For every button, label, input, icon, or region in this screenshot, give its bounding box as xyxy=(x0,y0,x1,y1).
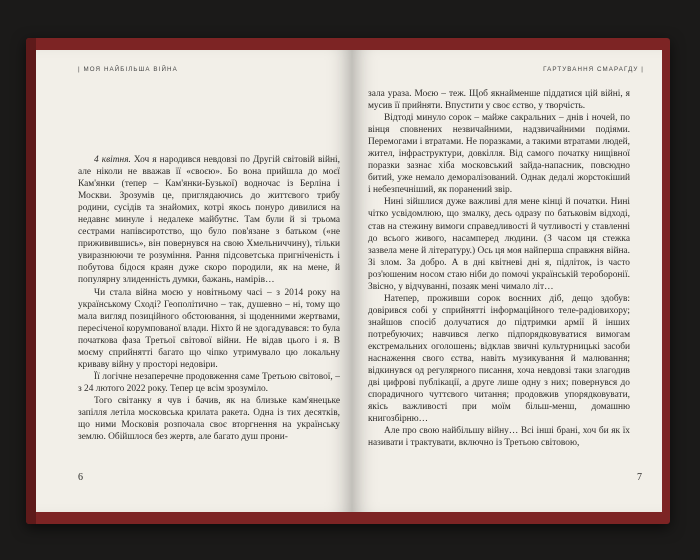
left-page xyxy=(36,50,352,512)
paragraph: Але про свою найбільшу війну… Всі інші брані, хоч би як їх називати і трактувати, включно із Третьою світовою, xyxy=(368,426,630,449)
paragraph: Чи стала війна моєю у новітньому часі – з 2014 року на українському Сході? Геополітично – так, душевно – ні, тому що мала вигляд позиційного обстоювання, зі щоденними жертвами, пересіченої корумпованої влади. Ніхто й не здогадувався: то була початкова фаза Третьої світової війни. Не відав цього і я. В моєму сприйнятті багато що чіпко утримувало цю локальну криваву війну у просторі недовіри. xyxy=(78,287,340,370)
paragraph: зала уразa. Моєю – теж. Щоб якнайменше піддатися цій війні, я мусив її прийняти. Впустити у своє єство, у творчість. xyxy=(368,89,630,112)
paragraph-text: Хоч я народився невдовзі по Другій світовій війні, але ніколи не вважав її «своєю». Бо вона прийшла до моєї Кам'янки (тепер – Кам'янки-Бузької) водночас із Берліна і Москви. Зрозумів це, приглядаючись до життєвого трибу родини, сусідів та знайомих, котрі якось понуро дивилися на недавнє минуле і недалеке майбутнє. Там були й зі трьома сестрами напівсиротство, що було пов'язане з батьком («не приживившись», він повернувся на свою Хмельниччину), тільки увиразнюючи те розуміння. Рання підсоветська пригніченість і побутова бідося краян дуже скоро породили, як на мене, й популярну злиденність думки, бажань, намірів… xyxy=(78,155,340,286)
paragraph: Того світанку я чув і бачив, як на близьке кам'янецьке запілля летіла московська крилата ракета. Одна із тих десятків, що ними Московія розпочала своє вторгнення на українську землю. Обійшлося без жертв, але багато душ прони- xyxy=(78,395,340,443)
paragraph: Нині зійшлися дуже важливі для мене кінці й початки. Нині чітко усвідомлюю, що змалку, десь одразу по батьковім відході, став на стежину вимоги справедливості й чутливості у ставленні до всього живого, насамперед людини. (З часом ця стежка зазвела мене й літературу.) Ось ця моя найперша справжня війна. Зі злом. За добро. А в дні квітневі дні я, підліток, із часто роз'юшеним носом стаю ніби до помочі українській тероборонії. Звісно, у відчуванні, позаяк мені чималo літ… xyxy=(368,197,630,292)
running-head-left: | МОЯ НАЙБІЛЬША ВІЙНА xyxy=(78,66,178,73)
page-number-right: 7 xyxy=(637,472,642,483)
paragraph xyxy=(78,154,340,287)
paragraph: Її логічне незаперечне продовження саме Третьою світової, – з 24 лютого 2022 року. Тепер це всім зрозуміло. xyxy=(78,371,340,394)
entry-date: 4 квітня. xyxy=(94,155,131,165)
paragraph: Відтоді минуло сорок – майже сакральних – днів і ночей, по вінця сповнених незвичайними, надзвичайними подіями. Перемогами і втратами. Не поразками, а такими втратами людей, жител, інфраструктури, довкілля. Від самого початку нищівної поразки зазнає хіба московський зайда-напасник, повсюдно битий, уже немало деморалізований. Однак дедалі жорстокіший і небезпечніший, як поранений звір. xyxy=(368,113,630,196)
right-page-body xyxy=(368,88,630,449)
paragraph: Натепер, проживши сорок воєнних діб, дещо здобув: довірився собі у сприйнятті інформаційного теле-радіовихору; знайшов спосіб долучатися до підтримки армії й інших потребуючих; навчився легко підпорядковуватися вимогам екстремальних оголошень; відклав звичні культурницькі засоби наснаження свого єства, навіть музикування й малювання; відкинувся од регулярного писання, хоча невдовзі таки злагодив дві цифрові публікації, а друге лише одну з них; повернувся до спорадичного чуттєвого читання; продовжив упорядковувати, якісь важливості при моїм більш-менш, домашню книгозбірню… xyxy=(368,293,630,425)
running-head-right: ГАРТУВАННЯ СМАРАГДУ | xyxy=(543,66,644,73)
book-spine-edge xyxy=(26,38,36,524)
right-page xyxy=(352,50,662,512)
left-page-body xyxy=(78,154,340,443)
page-number-left: 6 xyxy=(78,472,83,483)
